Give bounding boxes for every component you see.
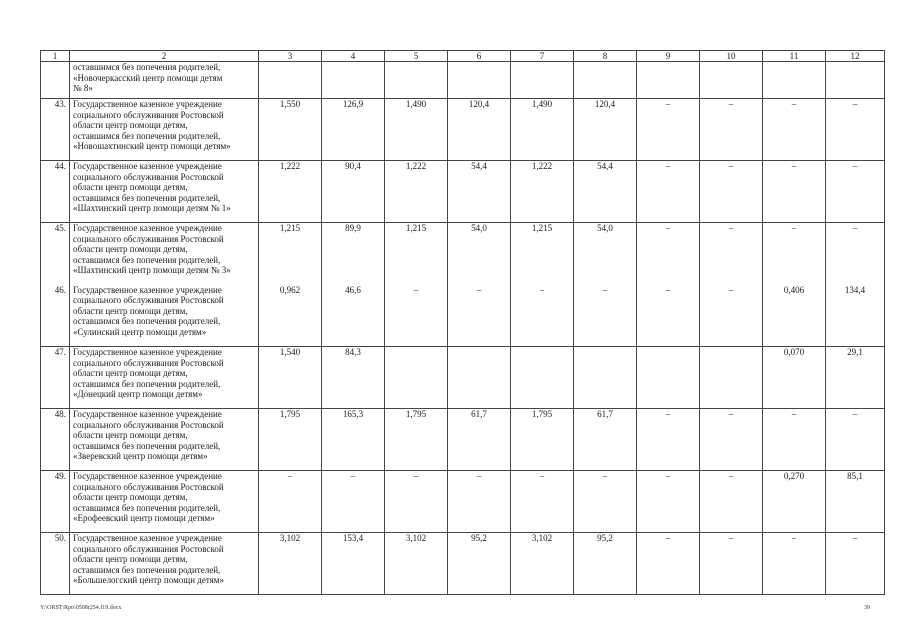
value-cell-col-12: 134,4 <box>826 285 885 347</box>
institution-name-line: социального обслуживания Ростовской <box>73 109 224 120</box>
value-cell-col-9: – <box>637 223 700 285</box>
table-row <box>41 285 885 347</box>
institution-name-line: Государственное казенное учреждение <box>73 99 222 109</box>
value-cell-col-8: – <box>574 471 637 533</box>
row-number: 50. <box>41 533 70 595</box>
value-cell-col-12: 29,1 <box>826 347 885 409</box>
row-number: 45. <box>41 223 70 285</box>
value-cell-col-5 <box>385 62 448 99</box>
value-cell-col-9 <box>637 62 700 99</box>
value-cell-col-10: – <box>700 409 763 471</box>
institution-name-line: «Новошахтинский центр помощи детям» <box>73 141 231 151</box>
value-cell-col-4: 84,3 <box>322 347 385 409</box>
value-cell-col-7: 1,215 <box>511 223 574 285</box>
institution-name-line: оставшимся без попечения родителей, <box>73 254 221 265</box>
value-cell-col-11: 0,070 <box>763 347 826 409</box>
value-cell-col-9: – <box>637 161 700 223</box>
value-cell-col-7: 1,490 <box>511 99 574 161</box>
value-cell-col-10: – <box>700 223 763 285</box>
value-cell-col-7: 1,795 <box>511 409 574 471</box>
institution-name-line: «Сулинский центр помощи детям» <box>73 326 207 337</box>
value-cell-col-4: 153,4 <box>322 533 385 595</box>
value-cell-col-5: 1,222 <box>385 161 448 223</box>
value-cell-col-5: 3,102 <box>385 533 448 595</box>
value-cell-col-5: 1,215 <box>385 223 448 285</box>
institution-name-line: области центр помощи детям, <box>73 492 188 502</box>
institution-name-line: области центр помощи детям, <box>73 430 188 440</box>
value-cell-col-7: – <box>511 471 574 533</box>
institution-name <box>70 533 259 595</box>
institution-name <box>70 285 259 347</box>
institution-name-line: «Большелогский центр помощи детям» <box>73 575 224 585</box>
value-cell-col-9 <box>637 347 700 409</box>
row-number: 43. <box>41 99 70 161</box>
value-cell-col-11: 0,406 <box>763 285 826 347</box>
value-cell-col-7 <box>511 62 574 99</box>
value-cell-col-11: – <box>763 99 826 161</box>
value-cell-col-3: 3,102 <box>259 533 322 595</box>
institution-name-line: области центр помощи детям, <box>73 305 188 316</box>
institution-name-line: Государственное казенное учреждение <box>73 533 222 543</box>
institution-name-line: «Новочеркасский центр помощи детям <box>73 72 223 83</box>
value-cell-col-9: – <box>637 285 700 347</box>
value-cell-col-10: – <box>700 533 763 595</box>
column-header-10: 10 <box>700 51 763 62</box>
column-header-8: 8 <box>574 51 637 62</box>
value-cell-col-8: – <box>574 285 637 347</box>
row-number: 44. <box>41 161 70 223</box>
institution-name-line: области центр помощи детям, <box>73 554 188 564</box>
value-cell-col-4: – <box>322 471 385 533</box>
value-cell-col-4: 46,6 <box>322 285 385 347</box>
value-cell-col-7 <box>511 347 574 409</box>
value-cell-col-8: 54,0 <box>574 223 637 285</box>
table-row <box>41 223 885 285</box>
value-cell-col-4 <box>322 62 385 99</box>
value-cell-col-10 <box>700 347 763 409</box>
institution-name-line: № 8» <box>73 83 93 93</box>
value-cell-col-8: 120,4 <box>574 99 637 161</box>
column-header-11: 11 <box>763 51 826 62</box>
institution-name-line: оставшимся без попечения родителей, <box>73 130 221 141</box>
value-cell-col-12: – <box>826 99 885 161</box>
value-cell-col-12: 85,1 <box>826 471 885 533</box>
value-cell-col-11: – <box>763 223 826 285</box>
value-cell-col-4: 126,9 <box>322 99 385 161</box>
value-cell-col-8: 95,2 <box>574 533 637 595</box>
institution-name <box>70 347 259 409</box>
table-row <box>41 161 885 223</box>
value-cell-col-6 <box>448 347 511 409</box>
value-cell-col-11: – <box>763 409 826 471</box>
institution-name-line: Государственное казенное учреждение <box>73 347 222 357</box>
value-cell-col-3: 1,540 <box>259 347 322 409</box>
column-header-12: 12 <box>826 51 885 62</box>
value-cell-col-3: 1,550 <box>259 99 322 161</box>
column-header-2: 2 <box>70 51 259 62</box>
institution-name-line: оставшимся без попечения родителей, <box>73 316 221 326</box>
institution-name-line: оставшимся без попечения родителей, <box>73 378 221 389</box>
value-cell-col-12: – <box>826 223 885 285</box>
value-cell-col-7: – <box>511 285 574 347</box>
value-cell-col-6: 61,7 <box>448 409 511 471</box>
value-cell-col-10: – <box>700 99 763 161</box>
column-header-6: 6 <box>448 51 511 62</box>
value-cell-col-8: 54,4 <box>574 161 637 223</box>
institution-name-line: оставшимся без попечения родителей, <box>73 502 221 513</box>
institution-name-line: Государственное казенное учреждение <box>73 284 222 295</box>
value-cell-col-3: 0,962 <box>259 285 322 347</box>
value-cell-col-10: – <box>700 471 763 533</box>
institution-name-line: Государственное казенное учреждение <box>73 223 222 233</box>
value-cell-col-12: – <box>826 161 885 223</box>
institution-name-line: социального обслуживания Ростовской <box>73 357 224 368</box>
row-number <box>41 62 70 99</box>
column-header-4: 4 <box>322 51 385 62</box>
value-cell-col-9: – <box>637 99 700 161</box>
page-number: 39 <box>864 605 870 611</box>
value-cell-col-4: 165,3 <box>322 409 385 471</box>
institution-name-line: области центр помощи детям, <box>73 368 188 378</box>
value-cell-col-12 <box>826 62 885 99</box>
value-cell-col-9: – <box>637 533 700 595</box>
value-cell-col-11: – <box>763 161 826 223</box>
value-cell-col-12: – <box>826 533 885 595</box>
institution-name-line: «Зверевский центр помощи детям» <box>73 451 208 461</box>
institution-name-line: социального обслуживания Ростовской <box>73 419 224 430</box>
institution-name-line: социального обслуживания Ростовской <box>73 543 224 554</box>
header-row <box>41 51 885 62</box>
value-cell-col-8 <box>574 62 637 99</box>
value-cell-col-7: 1,222 <box>511 161 574 223</box>
institution-name-line: социального обслуживания Ростовской <box>73 233 224 244</box>
column-header-7: 7 <box>511 51 574 62</box>
value-cell-col-10: – <box>700 285 763 347</box>
institution-name <box>70 223 259 285</box>
value-cell-col-9: – <box>637 409 700 471</box>
table-row <box>41 409 885 471</box>
value-cell-col-6: – <box>448 471 511 533</box>
institution-name-line: социального обслуживания Ростовской <box>73 481 224 492</box>
column-header-3: 3 <box>259 51 322 62</box>
column-header-5: 5 <box>385 51 448 62</box>
institution-name-line: оставшимся без попечения родителей, <box>73 564 221 575</box>
row-number: 46. <box>41 285 70 347</box>
row-number: 47. <box>41 347 70 409</box>
budget-table <box>40 50 885 595</box>
institution-name-line: области центр помощи детям, <box>73 244 188 254</box>
institution-name <box>70 409 259 471</box>
row-number: 48. <box>41 409 70 471</box>
column-header-9: 9 <box>637 51 700 62</box>
table-row <box>41 347 885 409</box>
table-row <box>41 62 885 99</box>
value-cell-col-9: – <box>637 471 700 533</box>
institution-name-line: социального обслуживания Ростовской <box>73 295 224 305</box>
value-cell-col-5: – <box>385 471 448 533</box>
value-cell-col-8 <box>574 347 637 409</box>
institution-name-line: оставшимся без попечения родителей, <box>73 62 221 72</box>
value-cell-col-10: – <box>700 161 763 223</box>
value-cell-col-12: – <box>826 409 885 471</box>
value-cell-col-6: – <box>448 285 511 347</box>
institution-name-line: оставшимся без попечения родителей, <box>73 440 221 451</box>
value-cell-col-3 <box>259 62 322 99</box>
institution-name-line: «Шахтинский центр помощи детям № 3» <box>73 265 231 275</box>
institution-name-line: «Ерофеевский центр помощи детям» <box>73 513 215 523</box>
institution-name <box>70 471 259 533</box>
value-cell-col-11: – <box>763 533 826 595</box>
row-number: 49. <box>41 471 70 533</box>
institution-name <box>70 161 259 223</box>
institution-name-line: области центр помощи детям, <box>73 120 188 130</box>
value-cell-col-3: 1,222 <box>259 161 322 223</box>
value-cell-col-6: 54,4 <box>448 161 511 223</box>
value-cell-col-4: 90,4 <box>322 161 385 223</box>
institution-name-line: «Шахтинский центр помощи детям № 1» <box>73 203 231 213</box>
institution-name-line: области центр помощи детям, <box>73 182 188 192</box>
value-cell-col-6: 95,2 <box>448 533 511 595</box>
value-cell-col-5: 1,490 <box>385 99 448 161</box>
value-cell-col-4: 89,9 <box>322 223 385 285</box>
value-cell-col-5 <box>385 347 448 409</box>
institution-name-line: оставшимся без попечения родителей, <box>73 192 221 203</box>
value-cell-col-3: – <box>259 471 322 533</box>
value-cell-col-10 <box>700 62 763 99</box>
value-cell-col-5: 1,795 <box>385 409 448 471</box>
value-cell-col-6: 54,0 <box>448 223 511 285</box>
institution-name-line: социального обслуживания Ростовской <box>73 171 224 182</box>
table-row <box>41 99 885 161</box>
institution-name-line: «Донецкий центр помощи детям» <box>73 389 203 399</box>
institution-name-line: Государственное казенное учреждение <box>73 161 222 171</box>
institution-name <box>70 99 259 161</box>
value-cell-col-6: 120,4 <box>448 99 511 161</box>
institution-name-line: Государственное казенное учреждение <box>73 471 222 481</box>
column-header-1: 1 <box>41 51 70 62</box>
value-cell-col-5: – <box>385 285 448 347</box>
institution-name-line: Государственное казенное учреждение <box>73 409 222 419</box>
footer-file-path: Y:\ORST\Rpo\0508r254.f19.docx <box>40 605 122 611</box>
value-cell-col-11: 0,270 <box>763 471 826 533</box>
table-row <box>41 533 885 595</box>
value-cell-col-8: 61,7 <box>574 409 637 471</box>
value-cell-col-7: 3,102 <box>511 533 574 595</box>
value-cell-col-3: 1,795 <box>259 409 322 471</box>
table-row <box>41 471 885 533</box>
value-cell-col-11 <box>763 62 826 99</box>
institution-name <box>70 62 259 99</box>
value-cell-col-6 <box>448 62 511 99</box>
value-cell-col-3: 1,215 <box>259 223 322 285</box>
